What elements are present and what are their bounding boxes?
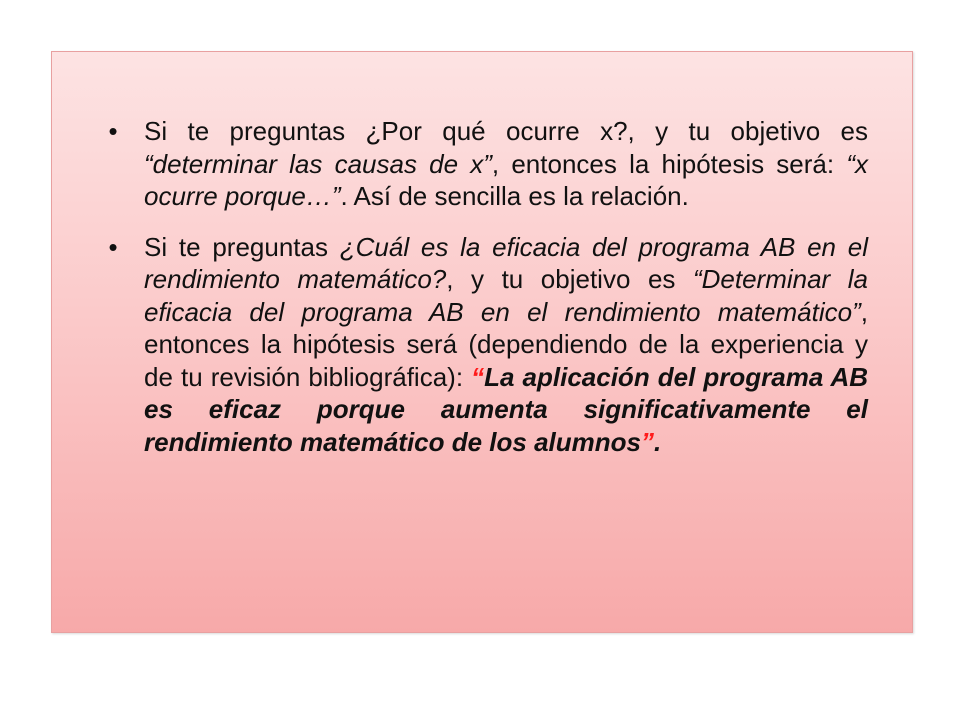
bullet-2-mid2: , entonces la hipótesis será (dependiendo de la experiencia y de tu revisión bibliográfica): (144, 296, 868, 392)
bullet-2-lead: Si te preguntas (144, 231, 340, 262)
bullet-1-objective: “determinar las causas de x” (144, 148, 492, 179)
bullet-1-lead: Si te preguntas ¿Por qué ocurre x?, y tu objetivo es (144, 116, 868, 146)
bullet-1-tail: . Así de sencilla es la relación. (340, 181, 689, 211)
bullet-icon: • (108, 231, 118, 262)
bullet-2-question: ¿Cuál es la eficacia del programa AB en el rendimiento matemático? (144, 231, 868, 294)
bullet-1-mid: , entonces la hipótesis será: (491, 148, 847, 179)
bullet-2-tail: . (654, 426, 662, 457)
bullet-2-hypothesis: La aplicación del programa AB es eficaz porque aumenta significativamente el rendimiento matemático de los alumnos (144, 361, 868, 457)
bullet-2-objective: “Determinar la eficacia del programa AB en el rendimiento matemático” (144, 264, 868, 327)
bullet-2-open-quote: “ (471, 361, 485, 392)
bullet-2-close-quote: ” (641, 426, 654, 457)
bullet-list (107, 115, 868, 458)
bullet-2-mid1: , y tu objetivo es (446, 264, 693, 294)
bullet-item-eficacia (107, 231, 868, 459)
content-card (51, 51, 913, 633)
bullet-item-causas (107, 115, 868, 213)
bullet-icon: • (108, 116, 118, 146)
bullet-1-hypothesis: “x ocurre porque…” (144, 148, 868, 211)
